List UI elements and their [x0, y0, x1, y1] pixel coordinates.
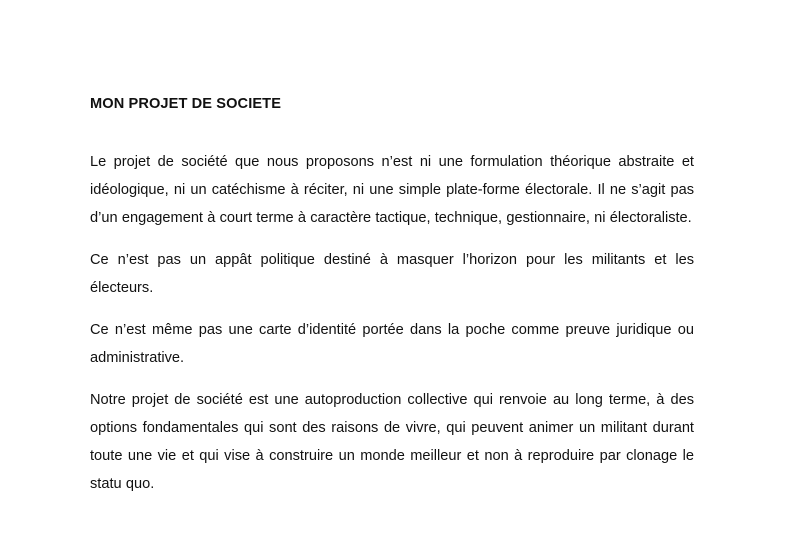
document-title: MON PROJET DE SOCIETE	[90, 96, 282, 112]
paragraph-4: Notre projet de société est une autoproduction collective qui renvoie au long terme, à des options fondamentales qui sont des raisons de vivre, qui peuvent animer un militant durant toute une vie et qui vise à construire un monde meilleur et non à reproduire par clonage le statu quo.	[90, 392, 694, 492]
paragraph-1: Le projet de société que nous proposons n’est ni une formulation théorique abstraite et idéologique, ni un catéchisme à réciter, ni une simple plate-forme électorale. Il ne s’agit pas d’un engagement à court terme à caractère tactique, technique, gestionnaire, ni électoraliste.	[90, 154, 694, 226]
paragraph-3: Ce n’est même pas une carte d’identité portée dans la poche comme preuve juridique ou administrative.	[90, 322, 694, 366]
document-body	[90, 95, 694, 512]
paragraph-2: Ce n’est pas un appât politique destiné à masquer l’horizon pour les militants et les électeurs.	[90, 252, 694, 296]
